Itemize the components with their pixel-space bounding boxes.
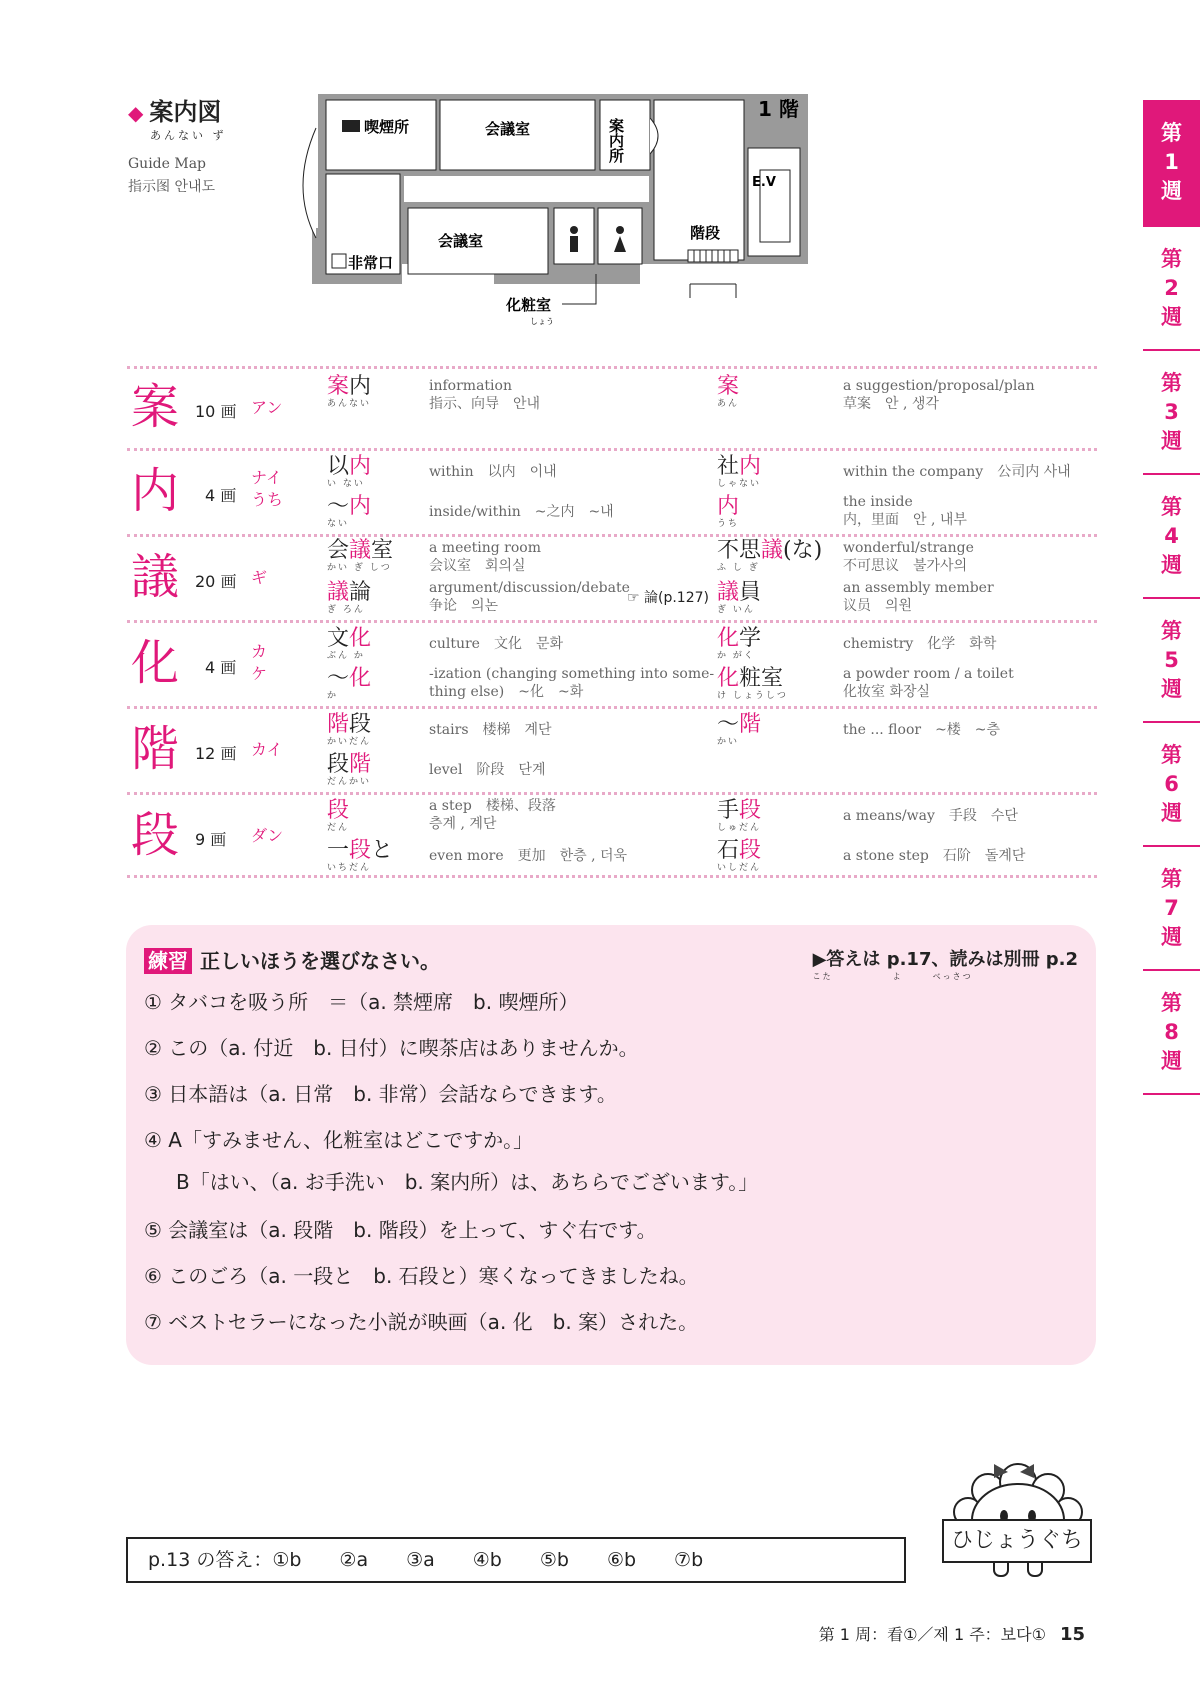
question-7: ⑦ ベストセラーになった小説が映画（a. 化 b. 案）された。: [144, 1310, 699, 1334]
stroke-count: 10 画: [195, 402, 237, 421]
map-stairs-label: 階段: [690, 224, 721, 242]
tab-week-8[interactable]: 第 8 週: [1143, 971, 1200, 1095]
question-3: ③ 日本語は（a. 日常 b. 非常）会話ならできます。: [144, 1082, 617, 1106]
tab-week-7[interactable]: 第 7 週: [1143, 847, 1200, 971]
vocab-meaning: stairs 楼梯 계단: [429, 722, 552, 738]
vocab-meaning: even more 更加 한층 , 더욱: [429, 848, 628, 864]
vocab-word: 不思議(な) ふ し ぎ: [717, 538, 823, 573]
vocab-meaning: a stone step 石阶 돌계단: [843, 848, 1026, 864]
on-reading: カ ケ: [251, 642, 268, 683]
tab-week-6[interactable]: 第 6 週: [1143, 723, 1200, 847]
practice-box: [126, 925, 1096, 1365]
guide-zh-ko: 指示图 안내도: [128, 179, 216, 195]
vocab-word: 議論 ぎ ろん: [327, 580, 372, 615]
stairs-icon: [688, 250, 738, 262]
vocab-word: 会議室 かい ぎ しつ: [327, 538, 394, 573]
practice-instruction: 正しいほうを選びなさい。: [200, 949, 440, 973]
question-6: ⑥ このごろ（a. 一段と b. 石段と）寒くなってきましたね。: [144, 1264, 699, 1288]
week-tabs: [1143, 100, 1200, 1095]
vocab-meaning: culture 文化 문화: [429, 636, 564, 652]
kanji-char: 内: [131, 463, 180, 519]
vocab-word: 案内 あんない: [327, 374, 372, 409]
page-number: 15: [1059, 1624, 1085, 1645]
vocab-meaning: an assembly member 议员 의원: [843, 580, 994, 614]
practice-header: [144, 945, 440, 974]
vocab-word: 一段と いちだん: [327, 838, 394, 873]
previous-answers: p.13 の答え：①b ②a ③a ④b ⑤b ⑥b ⑦b: [126, 1537, 906, 1583]
vocab-meaning: information 指示、向导 안내: [429, 378, 541, 412]
question-5: ⑤ 会議室は（a. 段階 b. 階段）を上って、すぐ右です。: [144, 1218, 657, 1242]
vocab-meaning: level 阶段 단계: [429, 762, 546, 778]
kanji-row: [127, 366, 1097, 448]
tab-week-4[interactable]: 第 4 週: [1143, 475, 1200, 599]
kanji-char: 段: [131, 807, 180, 863]
vocab-meaning: the ... floor ~楼 ~층: [843, 722, 1001, 738]
guide-title: 案内図: [149, 98, 222, 126]
vocab-meaning: the inside 内，里面 안 , 내부: [843, 494, 967, 528]
vocab-word: 段階 だんかい: [327, 752, 372, 787]
vocab-word: 段 だん: [327, 798, 350, 833]
vocab-meaning: a meeting room 会议室 회의실: [429, 540, 541, 574]
vocab-meaning: a powder room / a toilet 化妆室 화장실: [843, 666, 1014, 700]
vocab-word: 文化 ぶん か: [327, 626, 372, 661]
footer-text: 第 1 周：看①／제 1 주：보다①: [818, 1625, 1046, 1644]
map-meeting-top-label: 会議室: [485, 120, 531, 138]
vocab-word: ～階 かい: [717, 712, 762, 747]
vocab-meaning: a step 楼梯、段落 층계 , 계단: [429, 798, 556, 832]
man-icon: [570, 226, 578, 234]
practice-badge: 練習: [144, 948, 192, 974]
vocab-meaning: argument/discussion/debate 争论 의논: [429, 580, 630, 614]
vocab-word: 議員 ぎ いん: [717, 580, 762, 615]
vocab-word: 化粧室 け しょうしつ: [717, 666, 788, 701]
kanji-char: 議: [131, 549, 180, 605]
vocab-word: 階段 かいだん: [327, 712, 372, 747]
exit-icon: [332, 254, 346, 268]
question-4a: ④ A「すみません、化粧室はどこですか。」: [144, 1128, 534, 1152]
tab-week-2[interactable]: 第 2 週: [1143, 227, 1200, 351]
map-info-label: 案内所: [607, 118, 625, 163]
question-4b: B「はい、（a. お手洗い b. 案内所）は、あちらでございます。」: [176, 1170, 759, 1194]
kanji-row: [127, 448, 1097, 534]
vocab-word: ～化 か: [327, 666, 372, 701]
map-smoking-label: 喫煙所: [364, 118, 410, 136]
question-1: ① タバコを吸う所 ＝（a. 禁煙席 b. 喫煙所）: [144, 990, 579, 1014]
on-reading: ナイ うち: [251, 468, 284, 509]
kanji-char: 階: [131, 721, 180, 777]
vocab-meaning: within 以内 이내: [429, 464, 557, 480]
kanji-row: [127, 620, 1097, 706]
vocab-word: 内 うち: [717, 494, 740, 529]
kanji-table: [127, 366, 1097, 878]
map-restroom-label: 化粧室: [506, 296, 552, 314]
stroke-count: 4 画: [205, 658, 237, 677]
kanji-char: 案: [131, 379, 180, 435]
emergency-exit-sign: ひじょうぐち: [942, 1519, 1092, 1563]
stroke-count: 4 画: [205, 486, 237, 505]
floor-map: [290, 88, 850, 328]
map-ev-label: E.V: [752, 175, 776, 190]
kanji-char: 化: [131, 635, 180, 691]
woman-icon: [616, 226, 624, 234]
vocab-meaning: within the company 公司内 사내: [843, 464, 1071, 480]
vocab-meaning: -ization (changing something into some- thing else) ~化 ~화: [429, 666, 715, 700]
on-reading: カイ: [251, 740, 283, 759]
page-footer: [819, 1622, 1085, 1645]
tab-week-5[interactable]: 第 5 週: [1143, 599, 1200, 723]
diamond-icon: ◆: [128, 101, 144, 125]
on-reading: ギ: [251, 568, 268, 587]
guide-map-heading: [128, 92, 227, 199]
vocab-word: 社内 しゃない: [717, 454, 762, 489]
vocab-word: 案 あん: [717, 374, 740, 409]
vocab-word: ～内 ない: [327, 494, 372, 529]
vocab-meaning: chemistry 化学 화학: [843, 636, 997, 652]
kanji-row: [127, 706, 1097, 792]
vocab-word: 石段 いしだん: [717, 838, 762, 873]
kanji-row: [127, 792, 1097, 878]
on-reading: ダン: [251, 826, 284, 845]
stroke-count: 9 画: [195, 830, 227, 849]
cross-reference: ☞ 論(p.127): [627, 590, 709, 606]
map-exit-label: 非常口: [348, 254, 394, 272]
map-meeting-bottom-label: 会議室: [438, 232, 484, 250]
tab-week-3[interactable]: 第 3 週: [1143, 351, 1200, 475]
vocab-meaning: a means/way 手段 수단: [843, 808, 1018, 824]
question-2: ② この（a. 付近 b. 日付）に喫茶店はありませんか。: [144, 1036, 639, 1060]
stroke-count: 20 画: [195, 572, 237, 591]
vocab-word: 手段 しゅだん: [717, 798, 762, 833]
vocab-word: 以内 い ない: [327, 454, 372, 489]
tab-week-1[interactable]: 第 1 週: [1143, 100, 1200, 227]
on-reading: アン: [251, 398, 283, 417]
answer-reference: ▶答えは p.17、読みは別冊 p.2 こた よ べっさつ: [812, 949, 1078, 981]
map-floor-label: 1 階: [758, 97, 799, 121]
guide-ruby: あんない ず: [150, 129, 227, 142]
vocab-word: 化学 か がく: [717, 626, 762, 661]
vocab-meaning: inside/within ~之内 ~내: [429, 504, 614, 520]
stroke-count: 12 画: [195, 744, 237, 763]
guide-en: Guide Map: [128, 156, 207, 172]
vocab-meaning: a suggestion/proposal/plan 草案 안 , 생각: [843, 378, 1035, 412]
map-restroom-ruby: しょう: [530, 317, 554, 326]
kanji-row: [127, 534, 1097, 620]
vocab-meaning: wonderful/strange 不可思议 불가사의: [843, 540, 974, 574]
